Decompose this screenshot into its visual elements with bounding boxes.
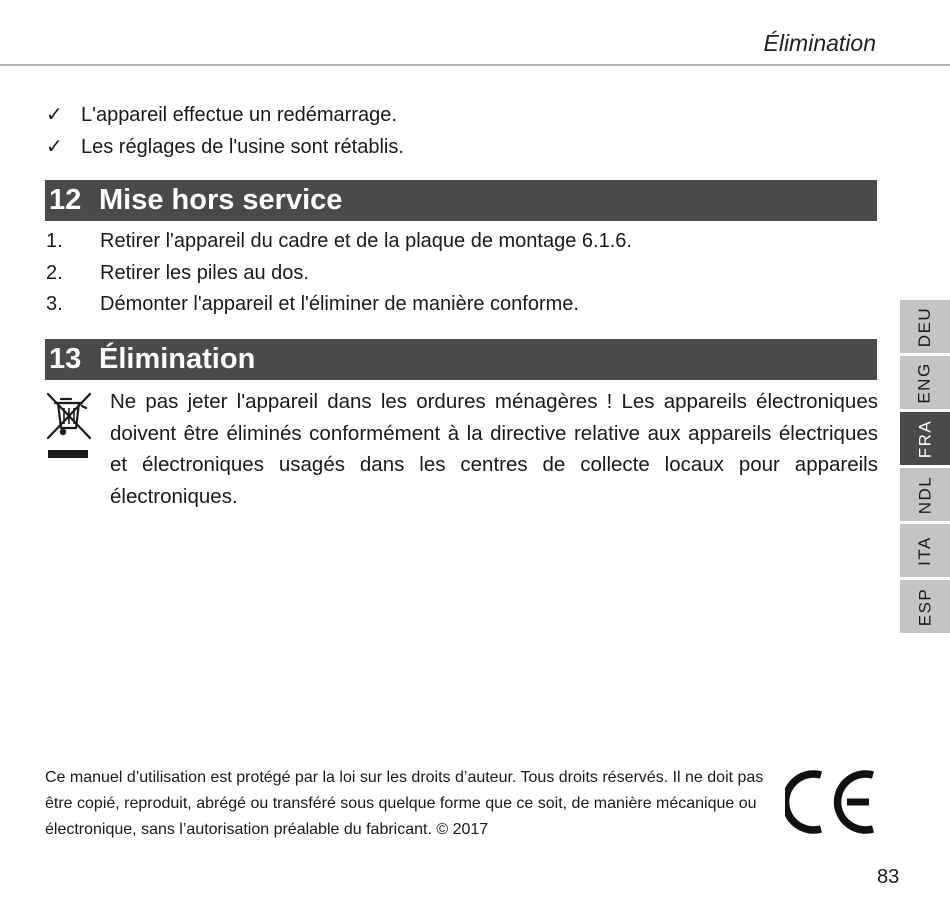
- list-item: [46, 226, 632, 258]
- checkmark-icon: ✓: [46, 104, 63, 126]
- step-text: Retirer l'appareil du cadre et de la plaque de montage 6.1.6.: [100, 230, 632, 252]
- tab-esp[interactable]: [900, 580, 950, 633]
- step-number: 3.: [46, 293, 63, 315]
- tab-label: ENG: [915, 361, 934, 404]
- section-title: Mise hors service: [99, 184, 343, 216]
- list-item: [46, 131, 404, 163]
- tab-deu[interactable]: [900, 300, 950, 353]
- step-text: Retirer les piles au dos.: [100, 261, 309, 284]
- page-header-title: Élimination: [763, 30, 876, 56]
- header-rule: [0, 64, 950, 66]
- list-item: [46, 289, 632, 321]
- tab-fra[interactable]: [900, 412, 950, 465]
- page-number: 83: [877, 866, 900, 888]
- section-number: 13: [49, 343, 82, 375]
- step-number: 2.: [46, 261, 63, 284]
- step-text: Démonter l'appareil et l'éliminer de manière conforme.: [100, 293, 579, 315]
- tab-ita[interactable]: [900, 524, 950, 577]
- tab-eng[interactable]: [900, 356, 950, 409]
- tab-label: NDL: [914, 475, 934, 514]
- decommission-steps: [46, 226, 632, 321]
- list-item: [46, 99, 404, 131]
- section-title: Élimination: [99, 343, 256, 375]
- tab-label: ITA: [915, 535, 934, 566]
- disposal-instructions: Ne pas jeter l'appareil dans les ordures ménagères ! Les appareils électroniques doivent être éliminés conformément à la directive relative aux appareils électriques et électroniques usagés dans les centres de collecte locaux pour appareils électroniques.: [110, 390, 878, 508]
- section-heading-disposal: [45, 339, 877, 380]
- crossed-out-wheelie-bin-icon: [44, 390, 94, 462]
- tab-ndl[interactable]: [900, 468, 950, 521]
- step-number: 1.: [46, 230, 63, 252]
- tab-label: DEU: [915, 306, 934, 347]
- checklist-text: Les réglages de l'usine sont rétablis.: [81, 136, 404, 158]
- tab-label: ESP: [915, 587, 934, 626]
- list-item: [46, 258, 632, 290]
- copyright-notice: Ce manuel d’utilisation est protégé par la loi sur les droits d’auteur. Tous droits réservés. Il ne doit pas être copié, reproduit, abrégé ou transféré sous quelque forme que ce soit, de manière mécanique ou électronique, sans l’autorisation préalable du fabricant. © 2017: [45, 769, 764, 838]
- checkmark-icon: ✓: [46, 136, 63, 158]
- checklist-text: L'appareil effectue un redémarrage.: [81, 104, 397, 126]
- tab-label: FRA: [915, 419, 934, 458]
- section-number: 12: [49, 184, 82, 216]
- section-heading-decommissioning: [45, 180, 877, 221]
- ce-mark-icon: [785, 770, 877, 834]
- language-tabs: [900, 300, 950, 636]
- result-checklist: [46, 99, 404, 163]
